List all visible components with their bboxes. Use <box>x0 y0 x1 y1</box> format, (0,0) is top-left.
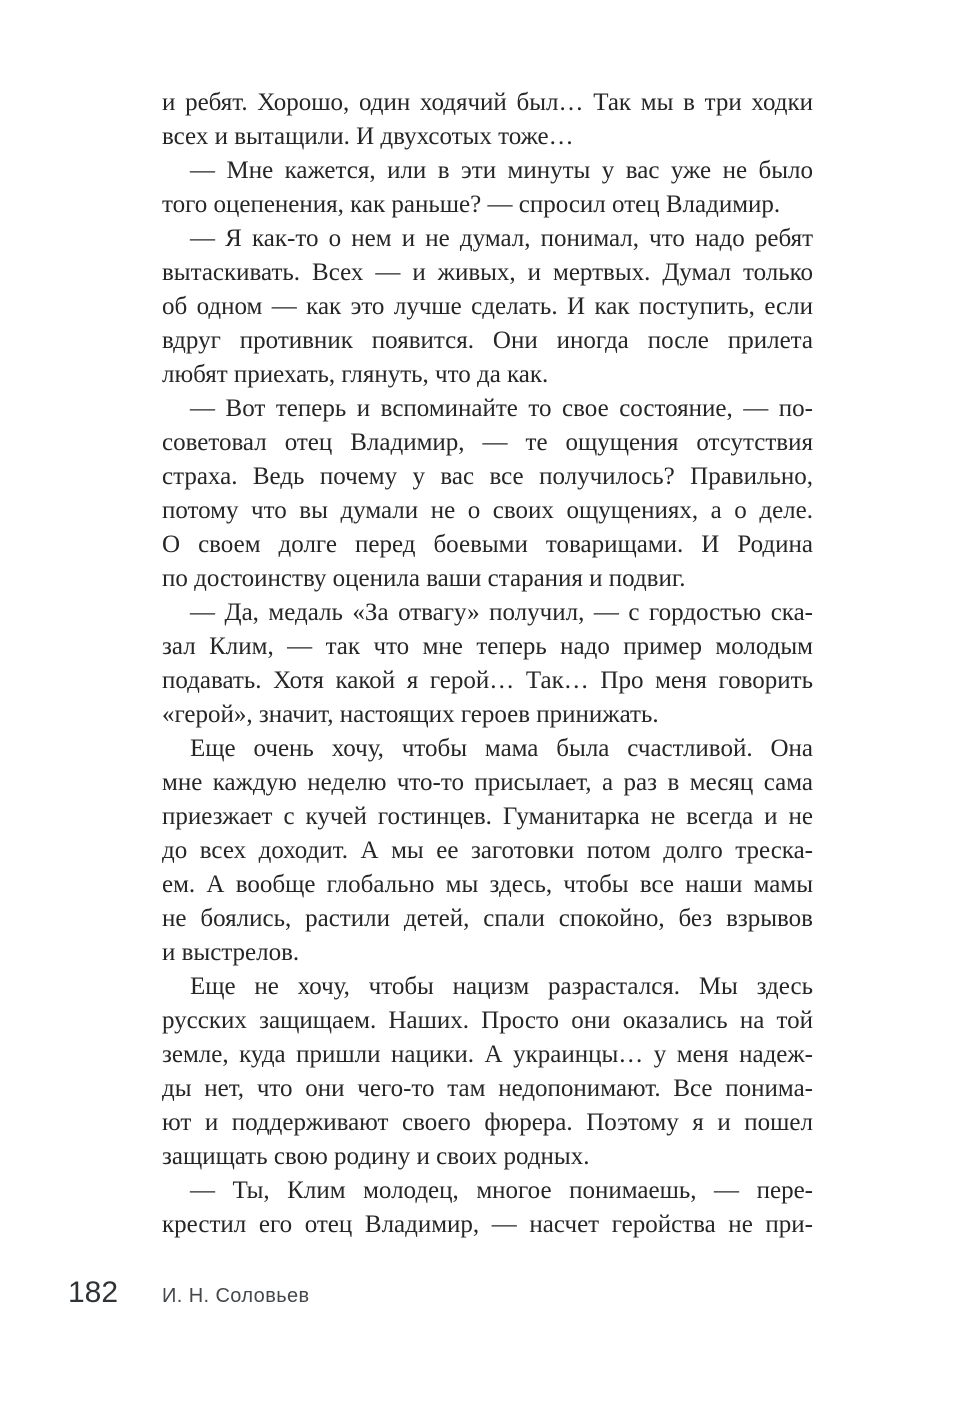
text-line: зал Клим, — так что мне теперь надо пример молодым <box>162 633 813 660</box>
text-line: ют и поддерживают своего фюрера. Поэтому я и пошел <box>162 1109 813 1136</box>
text-line: об одном — как это лучше сделать. И как поступить, если <box>162 293 813 320</box>
text-line: защищать свою родину и своих родных. <box>162 1143 590 1170</box>
text-line: и ребят. Хорошо, один ходячий был… Так мы в три ходки <box>162 89 813 116</box>
text-line: мне каждую неделю что-то присылает, а раз в месяц сама <box>162 769 813 796</box>
text-line: советовал отец Владимир, — те ощущения отсутствия <box>162 429 813 456</box>
text-line: «герой», значит, настоящих героев принижать. <box>162 701 659 728</box>
text-line: — Ты, Клим молодец, многое понимаешь, — пере- <box>190 1177 813 1204</box>
running-header-author: И. Н. Соловьев <box>162 1285 310 1307</box>
text-line: до всех доходит. А мы ее заготовки потом долго треска- <box>162 837 813 864</box>
text-line: приезжает с кучей гостинцев. Гуманитарка не всегда и не <box>162 803 813 830</box>
text-line: ды нет, что они чего-то там недопонимают. Все понима- <box>162 1075 813 1102</box>
text-line: того оцепенения, как раньше? — спросил отец Владимир. <box>162 191 781 218</box>
text-line: крестил его отец Владимир, — насчет геройства не при- <box>162 1211 813 1238</box>
paragraph <box>162 970 813 1174</box>
text-line: вытаскивать. Всех — и живых, и мертвых. Думал только <box>162 259 813 286</box>
text-line: страха. Ведь почему у вас все получилось? Правильно, <box>162 463 813 490</box>
page-number: 182 <box>68 1276 119 1309</box>
text-line: русских защищаем. Наших. Просто они оказались на той <box>162 1007 813 1034</box>
text-line: потому что вы думали не о своих ощущениях, а о деле. <box>162 497 813 524</box>
text-block <box>162 86 813 1242</box>
text-line: О своем долге перед боевыми товарищами. И Родина <box>162 531 813 558</box>
text-line: и выстрелов. <box>162 939 300 966</box>
text-line: — Я как-то о нем и не думал, понимал, что надо ребят <box>190 225 813 252</box>
page-footer <box>0 1276 970 1316</box>
paragraph <box>162 86 813 154</box>
text-line: вдруг противник появится. Они иногда после прилета <box>162 327 813 354</box>
paragraph <box>162 392 813 596</box>
text-line: земле, куда пришли нацики. А украинцы… у меня надеж- <box>162 1041 813 1068</box>
text-line: подавать. Хотя какой я герой… Так… Про меня говорить <box>162 667 813 694</box>
text-line: не боялись, растили детей, спали спокойно, без взрывов <box>162 905 813 932</box>
text-line: ем. А вообще глобально мы здесь, чтобы все наши мамы <box>162 871 813 898</box>
paragraph <box>162 154 813 222</box>
text-line: по достоинству оценила ваши старания и подвиг. <box>162 565 686 592</box>
text-line: — Вот теперь и вспоминайте то свое состояние, — по- <box>190 395 813 422</box>
paragraph <box>162 732 813 970</box>
text-line: Еще не хочу, чтобы нацизм разрастался. Мы здесь <box>190 973 813 1000</box>
text-line: Еще очень хочу, чтобы мама была счастливой. Она <box>190 735 813 762</box>
paragraph <box>162 596 813 732</box>
text-line: любят приехать, глянуть, что да как. <box>162 361 549 388</box>
paragraph <box>162 222 813 392</box>
text-line: — Мне кажется, или в эти минуты у вас уже не было <box>190 157 813 184</box>
text-line: — Да, медаль «За отвагу» получил, — с гордостью ска- <box>190 599 813 626</box>
text-line: всех и вытащили. И двухсотых тоже… <box>162 123 574 150</box>
paragraph <box>162 1174 813 1242</box>
